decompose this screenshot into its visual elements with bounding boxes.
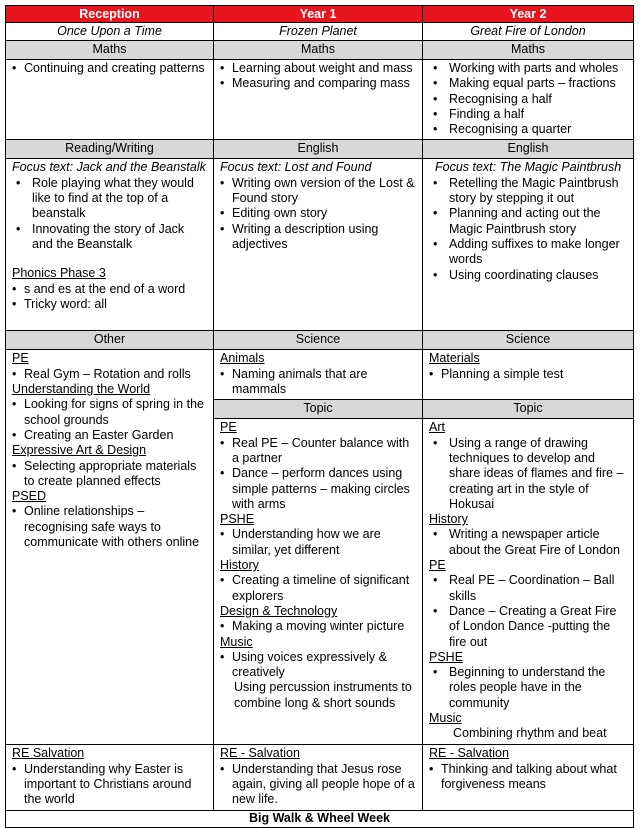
re-reception bbox=[6, 745, 214, 810]
footer-event: Big Walk & Wheel Week bbox=[6, 810, 634, 827]
focus-text: Focus text: The Magic Paintbrush bbox=[435, 160, 622, 175]
list-item: • Writing a description using adjectives bbox=[220, 222, 417, 253]
list-item: • Thinking and talking about what forgiveness means bbox=[429, 762, 628, 793]
header-year1: Year 1 bbox=[214, 6, 423, 23]
list-item: • Measuring and comparing mass bbox=[220, 76, 417, 91]
section-heading: History bbox=[220, 558, 259, 573]
list-item: • Planning a simple test bbox=[429, 367, 628, 382]
maths-year2 bbox=[423, 60, 634, 140]
literacy-year1 bbox=[214, 159, 423, 331]
header-reception: Reception bbox=[6, 6, 214, 23]
theme-year2: Great Fire of London bbox=[423, 23, 634, 41]
topic-year1 bbox=[214, 419, 423, 745]
maths-reception bbox=[6, 60, 214, 140]
section-heading: PE bbox=[220, 420, 237, 435]
music-note: Using percussion instruments to combine long & short sounds bbox=[234, 680, 412, 710]
science-year1 bbox=[214, 350, 423, 400]
maths-subject-row bbox=[6, 41, 634, 60]
list-item: • Beginning to understand the roles people have in the community bbox=[429, 665, 628, 711]
other-subject-row bbox=[6, 331, 634, 350]
re-year2 bbox=[423, 745, 634, 810]
literacy-content-row bbox=[6, 159, 634, 331]
list-item: • Real Gym – Rotation and rolls bbox=[12, 367, 208, 382]
list-item: • Innovating the story of Jack and the Beanstalk bbox=[12, 222, 208, 253]
subject-english-year2: English bbox=[423, 140, 634, 159]
list-item: • Recognising a quarter bbox=[429, 122, 628, 137]
list-item: • Creating a timeline of significant explorers bbox=[220, 573, 417, 604]
section-heading: Music bbox=[220, 634, 253, 649]
list-item: • Creating an Easter Garden bbox=[12, 428, 208, 443]
list-item: • Recognising a half bbox=[429, 92, 628, 107]
list-item: • Online relationships – recognising safe ways to communicate with others online bbox=[12, 504, 208, 550]
list-item: • Finding a half bbox=[429, 107, 628, 122]
list-item: • Learning about weight and mass bbox=[220, 61, 417, 76]
list-item: • Understanding that Jesus rose again, giving all people hope of a new life. bbox=[220, 762, 417, 808]
section-heading: Design & Technology bbox=[220, 603, 338, 618]
section-heading: Understanding the World bbox=[12, 382, 151, 397]
subject-maths-reception: Maths bbox=[6, 41, 214, 60]
list-item: • Writing own version of the Lost & Found story bbox=[220, 176, 417, 207]
subject-maths-year1: Maths bbox=[214, 41, 423, 60]
focus-text: Focus text: Jack and the Beanstalk bbox=[12, 160, 206, 175]
subject-science-year2: Science bbox=[423, 331, 634, 350]
section-heading: PE bbox=[12, 351, 29, 366]
year-header-row bbox=[6, 6, 634, 23]
list-item: • Retelling the Magic Paintbrush story by stepping it out bbox=[429, 176, 628, 207]
list-item: • Using coordinating clauses bbox=[429, 268, 628, 283]
header-year2: Year 2 bbox=[423, 6, 634, 23]
footer-row bbox=[6, 810, 634, 827]
list-item: • Real PE – Coordination – Ball skills bbox=[429, 573, 628, 604]
list-item: • s and es at the end of a word bbox=[12, 282, 208, 297]
subject-reading-writing: Reading/Writing bbox=[6, 140, 214, 159]
section-heading: RE - Salvation bbox=[429, 746, 509, 761]
section-heading: PSED bbox=[12, 489, 47, 504]
list-item: • Dance – Creating a Great Fire of London Dance -putting the fire out bbox=[429, 604, 628, 650]
list-item: • Looking for signs of spring in the school grounds bbox=[12, 397, 208, 428]
list-item: • Writing a newspaper article about the Great Fire of London bbox=[429, 527, 628, 558]
theme-row bbox=[6, 23, 634, 41]
subject-maths-year2: Maths bbox=[423, 41, 634, 60]
section-heading: Animals bbox=[220, 351, 265, 366]
theme-year1: Frozen Planet bbox=[214, 23, 423, 41]
subject-english-year1: English bbox=[214, 140, 423, 159]
list-item: • Planning and acting out the Magic Paintbrush story bbox=[429, 206, 628, 237]
list-item: • Real PE – Counter balance with a partner bbox=[220, 436, 417, 467]
re-row bbox=[6, 745, 634, 810]
section-heading: RE - Salvation bbox=[220, 746, 300, 761]
list-item: • Naming animals that are mammals bbox=[220, 367, 417, 398]
science-year2 bbox=[423, 350, 634, 400]
theme-reception: Once Upon a Time bbox=[6, 23, 214, 41]
list-item: • Making a moving winter picture bbox=[220, 619, 417, 634]
subject-other: Other bbox=[6, 331, 214, 350]
section-heading: Art bbox=[429, 420, 445, 435]
section-heading: Music bbox=[429, 711, 462, 726]
science-content-row bbox=[6, 350, 634, 400]
section-heading: Expressive Art & Design bbox=[12, 443, 147, 458]
list-item: • Working with parts and wholes bbox=[429, 61, 628, 76]
literacy-subject-row bbox=[6, 140, 634, 159]
list-item: • Tricky word: all bbox=[12, 297, 208, 312]
list-item: • Editing own story bbox=[220, 206, 417, 221]
focus-text: Focus text: Lost and Found bbox=[220, 160, 372, 175]
section-heading: RE Salvation bbox=[12, 746, 85, 761]
maths-content-row bbox=[6, 60, 634, 140]
list-item: • Continuing and creating patterns bbox=[12, 61, 208, 76]
literacy-year2 bbox=[423, 159, 634, 331]
subject-topic-year1: Topic bbox=[214, 400, 423, 419]
topic-year2 bbox=[423, 419, 634, 745]
list-item: • Using a range of drawing techniques to develop and share ideas of flames and fire – creating art in the style of Hokusai bbox=[429, 436, 628, 512]
other-reception bbox=[6, 350, 214, 745]
re-year1 bbox=[214, 745, 423, 810]
section-heading: PSHE bbox=[429, 649, 464, 664]
list-item: • Dance – perform dances using simple patterns – making circles with arms bbox=[220, 466, 417, 512]
phonics-heading: Phonics Phase 3 bbox=[12, 266, 106, 281]
section-heading: History bbox=[429, 512, 468, 527]
literacy-reception bbox=[6, 159, 214, 331]
list-item: • Understanding why Easter is important to Christians around the world bbox=[12, 762, 208, 808]
list-item: • Adding suffixes to make longer words bbox=[429, 237, 628, 268]
section-heading: PE bbox=[429, 558, 446, 573]
list-item: • Making equal parts – fractions bbox=[429, 76, 628, 91]
subject-science-year1: Science bbox=[214, 331, 423, 350]
section-heading: PSHE bbox=[220, 512, 255, 527]
subject-topic-year2: Topic bbox=[423, 400, 634, 419]
list-item: • Selecting appropriate materials to create planned effects bbox=[12, 459, 208, 490]
section-heading: Materials bbox=[429, 351, 480, 366]
list-item: • Using voices expressively & creatively bbox=[220, 650, 417, 681]
curriculum-table bbox=[5, 5, 634, 828]
list-item: • Role playing what they would like to find at the top of a beanstalk bbox=[12, 176, 208, 222]
maths-year1 bbox=[214, 60, 423, 140]
music-note: Combining rhythm and beat bbox=[453, 726, 607, 741]
list-item: • Understanding how we are similar, yet different bbox=[220, 527, 417, 558]
